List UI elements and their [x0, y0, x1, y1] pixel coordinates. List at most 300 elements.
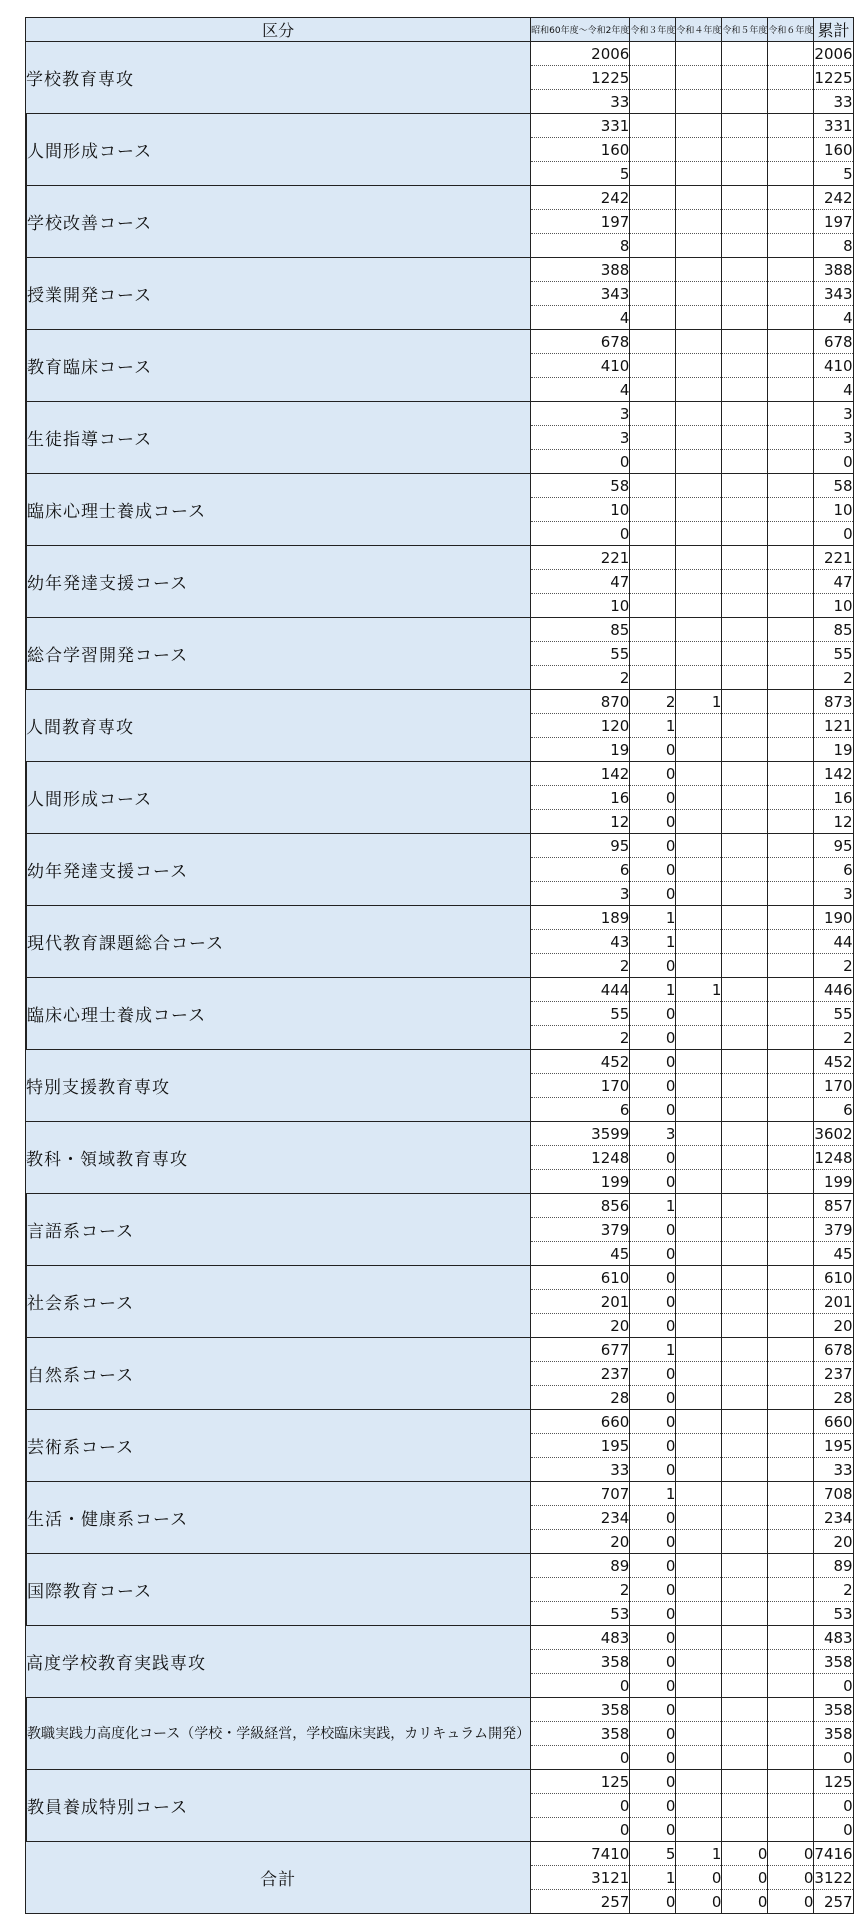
value-1: 120 [531, 714, 630, 738]
value-total: 1248 [814, 1146, 853, 1170]
value-4 [722, 810, 768, 834]
header-year-5: 令和６年度 [768, 18, 814, 42]
value-4 [722, 1530, 768, 1554]
value-2: 1 [630, 930, 676, 954]
value-5 [768, 1170, 814, 1194]
value-1: 0 [531, 1794, 630, 1818]
value-5 [768, 378, 814, 402]
value-4 [722, 474, 768, 498]
value-5 [768, 786, 814, 810]
table-row [26, 1122, 854, 1146]
value-1: 331 [531, 114, 630, 138]
value-5 [768, 114, 814, 138]
value-5 [768, 1098, 814, 1122]
value-5 [768, 498, 814, 522]
value-1: 358 [531, 1722, 630, 1746]
value-4 [722, 1626, 768, 1650]
value-3 [676, 618, 722, 642]
value-total: 190 [814, 906, 853, 930]
value-total: 343 [814, 282, 853, 306]
value-1: 197 [531, 210, 630, 234]
value-1: 221 [531, 546, 630, 570]
value-total: 358 [814, 1698, 853, 1722]
value-1: 45 [531, 1242, 630, 1266]
header-year-4: 令和５年度 [722, 18, 768, 42]
value-4 [722, 570, 768, 594]
value-4 [722, 114, 768, 138]
value-1: 677 [531, 1338, 630, 1362]
value-1: 195 [531, 1434, 630, 1458]
value-total: 95 [814, 834, 853, 858]
value-total: 45 [814, 1242, 853, 1266]
value-total: 160 [814, 138, 853, 162]
value-5: 0 [768, 1866, 814, 1890]
value-1: 5 [531, 162, 630, 186]
value-total: 5 [814, 162, 853, 186]
value-3 [676, 402, 722, 426]
table-row [26, 834, 854, 858]
value-1: 234 [531, 1506, 630, 1530]
value-4 [722, 330, 768, 354]
value-1: 610 [531, 1266, 630, 1290]
value-5 [768, 66, 814, 90]
value-5 [768, 1122, 814, 1146]
value-5 [768, 234, 814, 258]
value-total: 610 [814, 1266, 853, 1290]
value-3 [676, 498, 722, 522]
value-total: 55 [814, 1002, 853, 1026]
value-4 [722, 1026, 768, 1050]
value-5 [768, 1242, 814, 1266]
value-2: 1 [630, 714, 676, 738]
value-total: 0 [814, 450, 853, 474]
value-2: 0 [630, 1818, 676, 1842]
value-3 [676, 546, 722, 570]
value-1: 28 [531, 1386, 630, 1410]
value-total: 2 [814, 1578, 853, 1602]
value-5 [768, 1482, 814, 1506]
course-label: 幼年発達支援コース [27, 546, 531, 618]
table-row [26, 402, 854, 426]
table-row [26, 978, 854, 1002]
value-4 [722, 1458, 768, 1482]
value-1: 2 [531, 666, 630, 690]
value-total: 33 [814, 90, 853, 114]
value-3 [676, 1338, 722, 1362]
value-1: 2006 [531, 42, 630, 66]
value-total: 358 [814, 1650, 853, 1674]
value-1: 0 [531, 1818, 630, 1842]
value-3 [676, 834, 722, 858]
value-1: 343 [531, 282, 630, 306]
value-5 [768, 90, 814, 114]
value-2 [630, 210, 676, 234]
value-3 [676, 1050, 722, 1074]
table-row [26, 762, 854, 786]
table-row [26, 186, 854, 210]
value-2 [630, 90, 676, 114]
value-4 [722, 1122, 768, 1146]
value-1: 2 [531, 1026, 630, 1050]
value-3 [676, 1554, 722, 1578]
value-2: 1 [630, 1482, 676, 1506]
value-total: 44 [814, 930, 853, 954]
value-4 [722, 1338, 768, 1362]
value-total: 142 [814, 762, 853, 786]
value-3 [676, 1194, 722, 1218]
value-1: 678 [531, 330, 630, 354]
value-1: 160 [531, 138, 630, 162]
value-3 [676, 882, 722, 906]
course-label: 幼年発達支援コース [27, 834, 531, 906]
value-1: 20 [531, 1530, 630, 1554]
value-3 [676, 1026, 722, 1050]
value-4 [722, 1722, 768, 1746]
value-total: 379 [814, 1218, 853, 1242]
value-4 [722, 1650, 768, 1674]
value-1: 189 [531, 906, 630, 930]
value-4 [722, 1410, 768, 1434]
value-3 [676, 1698, 722, 1722]
value-5 [768, 210, 814, 234]
value-total: 89 [814, 1554, 853, 1578]
value-total: 0 [814, 1818, 853, 1842]
value-5 [768, 690, 814, 714]
value-2 [630, 450, 676, 474]
value-2: 0 [630, 1602, 676, 1626]
value-1: 660 [531, 1410, 630, 1434]
value-3 [676, 66, 722, 90]
value-2 [630, 546, 676, 570]
value-total: 8 [814, 234, 853, 258]
value-4 [722, 66, 768, 90]
value-5 [768, 594, 814, 618]
value-2: 0 [630, 1050, 676, 1074]
value-5 [768, 954, 814, 978]
value-2: 0 [630, 1626, 676, 1650]
value-3 [676, 858, 722, 882]
value-3 [676, 1578, 722, 1602]
value-3 [676, 1146, 722, 1170]
value-3 [676, 714, 722, 738]
value-total: 4 [814, 306, 853, 330]
value-2: 0 [630, 786, 676, 810]
value-4 [722, 1794, 768, 1818]
value-4 [722, 1386, 768, 1410]
value-total: 242 [814, 186, 853, 210]
value-3: 1 [676, 690, 722, 714]
value-5 [768, 282, 814, 306]
value-2 [630, 642, 676, 666]
value-2 [630, 66, 676, 90]
value-2 [630, 162, 676, 186]
value-4: 0 [722, 1890, 768, 1914]
value-1: 10 [531, 498, 630, 522]
value-total: 221 [814, 546, 853, 570]
value-1: 3599 [531, 1122, 630, 1146]
value-3 [676, 282, 722, 306]
value-1: 410 [531, 354, 630, 378]
course-label: 言語系コース [27, 1194, 531, 1266]
value-2 [630, 138, 676, 162]
value-1: 257 [531, 1890, 630, 1914]
value-1: 1248 [531, 1146, 630, 1170]
value-4 [722, 930, 768, 954]
course-label: 授業開発コース [27, 258, 531, 330]
value-total: 237 [814, 1362, 853, 1386]
value-3 [676, 306, 722, 330]
value-3 [676, 1290, 722, 1314]
value-1: 444 [531, 978, 630, 1002]
value-1: 0 [531, 1674, 630, 1698]
value-1: 483 [531, 1626, 630, 1650]
value-5 [768, 1650, 814, 1674]
value-2: 0 [630, 1770, 676, 1794]
course-label: 生徒指導コース [27, 402, 531, 474]
value-total: 195 [814, 1434, 853, 1458]
value-1: 55 [531, 1002, 630, 1026]
value-2 [630, 258, 676, 282]
value-3 [676, 1626, 722, 1650]
value-1: 58 [531, 474, 630, 498]
value-2: 1 [630, 1338, 676, 1362]
value-4 [722, 162, 768, 186]
value-3 [676, 90, 722, 114]
value-total: 2006 [814, 42, 853, 66]
value-3 [676, 1506, 722, 1530]
value-4 [722, 42, 768, 66]
value-4 [722, 498, 768, 522]
value-2: 0 [630, 858, 676, 882]
value-3 [676, 666, 722, 690]
value-4: 0 [722, 1866, 768, 1890]
value-3 [676, 786, 722, 810]
table-row [26, 1482, 854, 1506]
course-label: 学校改善コース [27, 186, 531, 258]
value-5 [768, 1530, 814, 1554]
value-3 [676, 474, 722, 498]
value-3 [676, 738, 722, 762]
value-2: 1 [630, 978, 676, 1002]
value-5 [768, 1218, 814, 1242]
value-3 [676, 1266, 722, 1290]
value-5 [768, 714, 814, 738]
table-row [26, 1770, 854, 1794]
course-label: 人間形成コース [27, 762, 531, 834]
value-total: 197 [814, 210, 853, 234]
table-row [26, 618, 854, 642]
value-3 [676, 330, 722, 354]
value-5 [768, 1770, 814, 1794]
value-4 [722, 690, 768, 714]
course-label: 生活・健康系コース [27, 1482, 531, 1554]
value-3 [676, 570, 722, 594]
value-2: 0 [630, 1698, 676, 1722]
value-5 [768, 1002, 814, 1026]
course-label: 自然系コース [27, 1338, 531, 1410]
value-5 [768, 1050, 814, 1074]
value-5 [768, 402, 814, 426]
value-1: 8 [531, 234, 630, 258]
value-4 [722, 858, 768, 882]
table-row [26, 1050, 854, 1074]
value-2: 1 [630, 1194, 676, 1218]
value-2: 0 [630, 1890, 676, 1914]
value-4 [722, 426, 768, 450]
value-3 [676, 1218, 722, 1242]
value-2: 2 [630, 690, 676, 714]
value-4 [722, 1218, 768, 1242]
table-row [26, 1338, 854, 1362]
value-2: 0 [630, 1458, 676, 1482]
value-1: 55 [531, 642, 630, 666]
value-3 [676, 1746, 722, 1770]
value-4 [722, 1578, 768, 1602]
value-5 [768, 42, 814, 66]
value-5 [768, 1194, 814, 1218]
value-5 [768, 978, 814, 1002]
value-total: 3602 [814, 1122, 853, 1146]
value-2 [630, 474, 676, 498]
value-1: 33 [531, 90, 630, 114]
value-2: 0 [630, 1290, 676, 1314]
value-total: 3 [814, 426, 853, 450]
value-2: 0 [630, 1746, 676, 1770]
value-total: 0 [814, 1674, 853, 1698]
value-total: 125 [814, 1770, 853, 1794]
value-3 [676, 186, 722, 210]
value-2: 0 [630, 1074, 676, 1098]
value-5 [768, 1722, 814, 1746]
value-5 [768, 858, 814, 882]
section-label: 教科・領域教育専攻 [26, 1122, 531, 1194]
value-1: 47 [531, 570, 630, 594]
value-4 [722, 786, 768, 810]
value-5 [768, 906, 814, 930]
value-5 [768, 1818, 814, 1842]
value-5: 0 [768, 1890, 814, 1914]
value-3 [676, 162, 722, 186]
value-4 [722, 546, 768, 570]
value-1: 242 [531, 186, 630, 210]
value-2 [630, 666, 676, 690]
value-5 [768, 1794, 814, 1818]
value-1: 19 [531, 738, 630, 762]
value-2 [630, 498, 676, 522]
value-2 [630, 354, 676, 378]
value-2: 0 [630, 810, 676, 834]
value-5 [768, 306, 814, 330]
value-2: 0 [630, 762, 676, 786]
course-label: 現代教育課題総合コース [27, 906, 531, 978]
value-2: 0 [630, 1362, 676, 1386]
value-2 [630, 306, 676, 330]
table-row [26, 474, 854, 498]
value-2: 0 [630, 1386, 676, 1410]
value-5 [768, 1674, 814, 1698]
value-1: 3 [531, 402, 630, 426]
value-3 [676, 810, 722, 834]
value-3 [676, 450, 722, 474]
value-2 [630, 378, 676, 402]
value-4 [722, 1290, 768, 1314]
value-5 [768, 354, 814, 378]
value-5 [768, 1338, 814, 1362]
value-5 [768, 570, 814, 594]
value-5 [768, 1266, 814, 1290]
value-1: 0 [531, 450, 630, 474]
value-total: 2 [814, 666, 853, 690]
value-4 [722, 738, 768, 762]
course-label: 臨床心理士養成コース [27, 474, 531, 546]
value-5 [768, 618, 814, 642]
value-3 [676, 1434, 722, 1458]
value-5 [768, 546, 814, 570]
value-total: 6 [814, 1098, 853, 1122]
value-5 [768, 1434, 814, 1458]
value-3 [676, 906, 722, 930]
value-4 [722, 1242, 768, 1266]
value-4 [722, 378, 768, 402]
value-total: 85 [814, 618, 853, 642]
value-1: 388 [531, 258, 630, 282]
value-total: 388 [814, 258, 853, 282]
value-5 [768, 1362, 814, 1386]
table-row [26, 1410, 854, 1434]
value-total: 708 [814, 1482, 853, 1506]
value-total: 58 [814, 474, 853, 498]
value-4 [722, 258, 768, 282]
value-3: 1 [676, 978, 722, 1002]
value-1: 33 [531, 1458, 630, 1482]
value-3 [676, 930, 722, 954]
value-total: 10 [814, 594, 853, 618]
value-1: 379 [531, 1218, 630, 1242]
table-row [26, 1194, 854, 1218]
value-1: 1225 [531, 66, 630, 90]
value-3 [676, 114, 722, 138]
value-1: 237 [531, 1362, 630, 1386]
value-2 [630, 618, 676, 642]
graduates-table [25, 17, 854, 1914]
value-4 [722, 1074, 768, 1098]
value-3 [676, 1098, 722, 1122]
value-2 [630, 42, 676, 66]
value-total: 0 [814, 1746, 853, 1770]
value-1: 170 [531, 1074, 630, 1098]
value-4 [722, 1482, 768, 1506]
value-1: 7410 [531, 1842, 630, 1866]
value-4 [722, 354, 768, 378]
value-total: 234 [814, 1506, 853, 1530]
value-5 [768, 1290, 814, 1314]
value-5 [768, 882, 814, 906]
value-5 [768, 1578, 814, 1602]
value-3 [676, 1482, 722, 1506]
value-4 [722, 186, 768, 210]
value-3 [676, 378, 722, 402]
value-4 [722, 1098, 768, 1122]
table-row [26, 258, 854, 282]
value-2: 0 [630, 1098, 676, 1122]
value-1: 707 [531, 1482, 630, 1506]
value-1: 2 [531, 954, 630, 978]
value-3 [676, 210, 722, 234]
value-2 [630, 570, 676, 594]
value-5 [768, 1602, 814, 1626]
value-total: 678 [814, 330, 853, 354]
value-total: 170 [814, 1074, 853, 1098]
